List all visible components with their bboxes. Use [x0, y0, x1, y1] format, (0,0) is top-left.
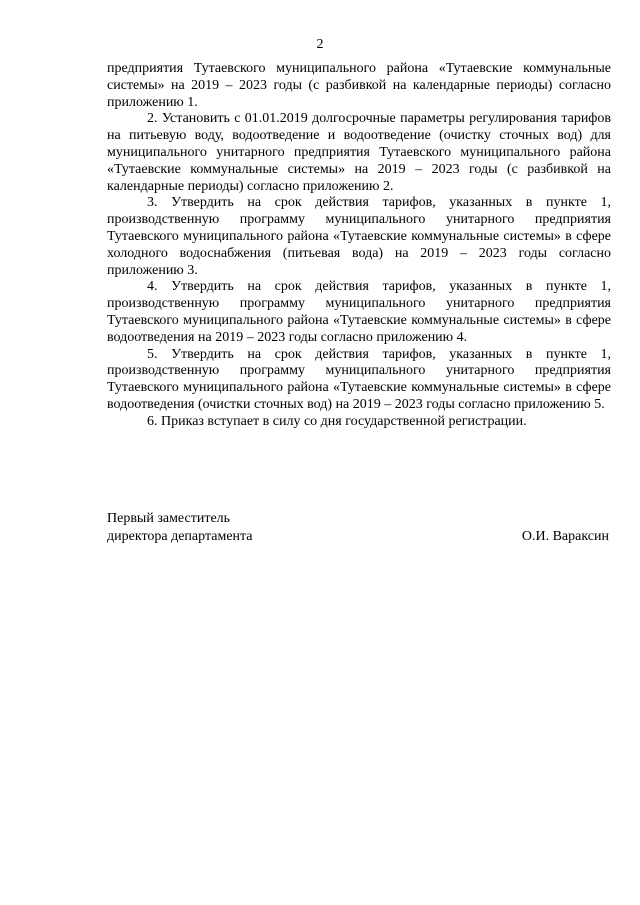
signature-row — [107, 528, 609, 546]
signature-block — [107, 510, 609, 546]
paragraph-item-4: 4. Утвердить на срок действия тарифов, указанных в пункте 1, производственную программу муниципального унитарного предприятия Тутаевского муниципального района «Тутаевские коммунальные системы» в сфере водоотведения на 2019 – 2023 годы согласно приложению 4. — [107, 279, 611, 345]
paragraph-item-6: 6. Приказ вступает в силу со дня государственной регистрации. — [147, 413, 527, 429]
signatory-title-line-1: Первый заместитель — [107, 511, 231, 526]
paragraph-item-2: 2. Установить с 01.01.2019 долгосрочные параметры регулирования тарифов на питьевую воду, водоотведение и водоотведение (очистку сточных вод) для муниципального унитарного предприятия Тутаевского муниципального района «Тутаевские коммунальные системы» на 2019 – 2023 годы (с разбивкой на календарные периоды) согласно приложению 2. — [107, 111, 611, 194]
paragraph-item-5: 5. Утвердить на срок действия тарифов, указанных в пункте 1, производственную программу муниципального унитарного предприятия Тутаевского муниципального района «Тутаевские коммунальные системы» в сфере водоотведения (очистки сточных вод) на 2019 – 2023 годы согласно приложению 5. — [107, 346, 611, 412]
signatory-name: О.И. Вараксин — [521, 529, 609, 544]
signatory-title-line-2: директора департамента — [107, 529, 253, 544]
paragraph-item-3: 3. Утвердить на срок действия тарифов, указанных в пункте 1, производственную программу муниципального унитарного предприятия Тутаевского муниципального района «Тутаевские коммунальные системы» в сфере холодного водоснабжения (питьевая вода) на 2019 – 2023 годы согласно приложению 3. — [107, 195, 611, 278]
paragraph-continuation: предприятия Тутаевского муниципального района «Тутаевские коммунальные системы» на 2019 – 2023 годы (с разбивкой на календарные периоды) согласно приложению 1. — [107, 61, 611, 110]
page-number: 2 — [316, 37, 324, 52]
document-body — [107, 61, 611, 431]
